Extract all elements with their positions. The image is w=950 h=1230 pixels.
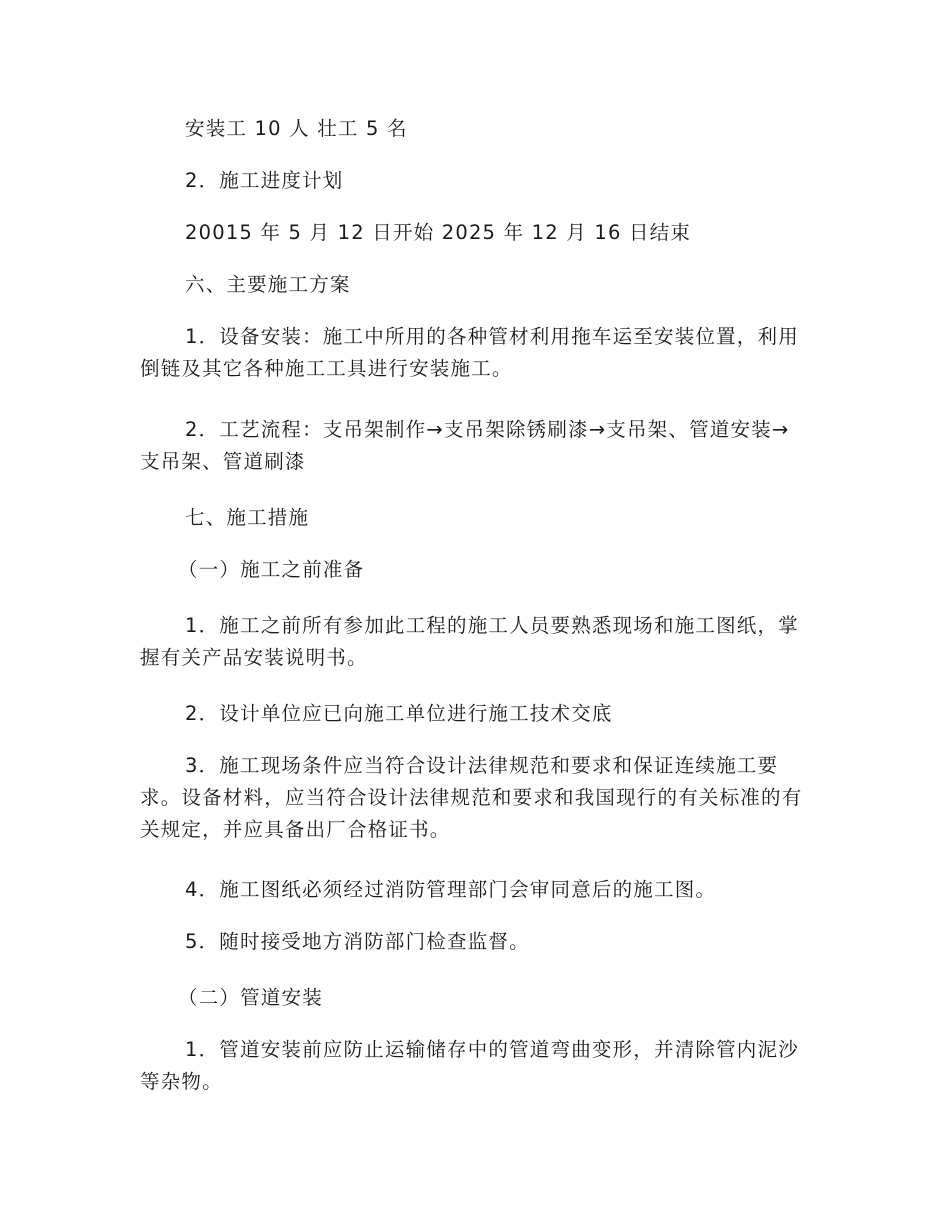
section-heading-measures: 七、施工措施 bbox=[185, 506, 310, 529]
paragraph-staffing: 安装工 10 人 壮工 5 名 bbox=[185, 117, 408, 140]
paragraph-prep-item-2: 2．设计单位应已向施工单位进行施工技术交底 bbox=[185, 702, 613, 725]
subsection-heading-preparation: （一）施工之前准备 bbox=[178, 558, 365, 581]
paragraph-equipment-install: 1．设备安装：施工中所用的各种管材利用拖车运至安装位置，利用倒链及其它各种施工工具进行安装施工。 bbox=[140, 325, 799, 380]
subsection-heading-pipe-install: （二）管道安装 bbox=[178, 986, 323, 1009]
paragraph-prep-item-4: 4．施工图纸必须经过消防管理部门会审同意后的施工图。 bbox=[185, 878, 717, 901]
paragraph-schedule-heading: 2．施工进度计划 bbox=[185, 169, 344, 192]
paragraph-prep-item-1: 1．施工之前所有参加此工程的施工人员要熟悉现场和施工图纸，掌握有关产品安装说明书。 bbox=[140, 614, 799, 669]
paragraph-pipe-item-1: 1．管道安装前应防止运输储存中的管道弯曲变形，并清除管内泥沙等杂物。 bbox=[140, 1038, 799, 1093]
paragraph-prep-item-3: 3．施工现场条件应当符合设计法律规范和要求和保证连续施工要求。设备材料，应当符合设计法律规范和要求和我国现行的有关标准的有关规定，并应具备出厂合格证书。 bbox=[140, 754, 803, 841]
paragraph-process-flow: 2．工艺流程：支吊架制作→支吊架除锈刷漆→支吊架、管道安装→支吊架、管道刷漆 bbox=[140, 418, 790, 473]
paragraph-prep-item-5: 5．随时接受地方消防部门检查监督。 bbox=[185, 930, 530, 953]
section-heading-main-plan: 六、主要施工方案 bbox=[185, 273, 351, 296]
paragraph-schedule-dates: 20015 年 5 月 12 日开始 2025 年 12 月 16 日结束 bbox=[185, 221, 692, 244]
